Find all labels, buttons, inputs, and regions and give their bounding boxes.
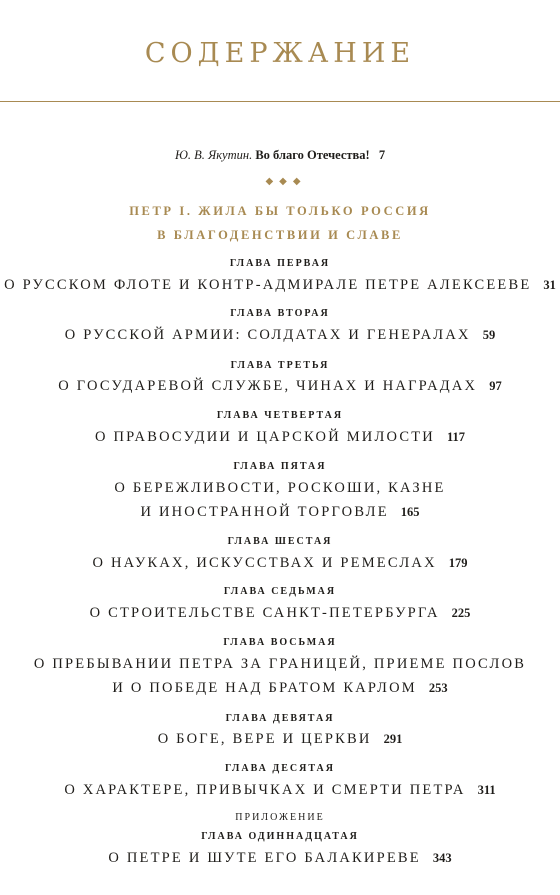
chapter-title: О ХАРАКТЕРЕ, ПРИВЫЧКАХ И СМЕРТИ ПЕТРА — [64, 782, 466, 798]
title-divider — [0, 101, 560, 102]
part-title-line-2: В БЛАГОДЕНСТВИИ И СЛАВЕ — [157, 228, 403, 242]
toc-entry-line-1[interactable] — [0, 480, 560, 497]
toc-entry[interactable] — [0, 731, 560, 748]
page-title: СОДЕРЖАНИЕ — [144, 38, 416, 69]
page-number: 253 — [428, 681, 448, 695]
chapter-label: ГЛАВА ШЕСТАЯ — [227, 536, 333, 547]
chapter-title: О ПРЕБЫВАНИИ ПЕТРА ЗА ГРАНИЦЕЙ, ПРИЕМЕ ПОСЛОВ — [33, 656, 527, 672]
chapter-label: ГЛАВА ДЕВЯТАЯ — [225, 713, 335, 724]
part-title-line-1: ПЕТР I. ЖИЛА БЫ ТОЛЬКО РОССИЯ — [129, 204, 431, 218]
chapter-label: ГЛАВА ТРЕТЬЯ — [230, 360, 330, 371]
chapter-label: ГЛАВА ОДИННАДЦАТАЯ — [201, 831, 359, 842]
toc-entry[interactable] — [0, 605, 560, 622]
page-number: 343 — [432, 851, 452, 865]
chapter-title: И ИНОСТРАННОЙ ТОРГОВЛЕ — [140, 504, 389, 520]
chapter-label: ГЛАВА ВОСЬМАЯ — [223, 637, 337, 648]
page-number: 97 — [489, 379, 502, 393]
page-number: 225 — [451, 606, 471, 620]
page-number: 291 — [383, 732, 403, 746]
chapter-label: ГЛАВА ЧЕТВЕРТАЯ — [216, 410, 344, 421]
toc-entry[interactable] — [0, 782, 560, 799]
toc-entry[interactable] — [0, 555, 560, 572]
toc-entry[interactable] — [0, 277, 560, 294]
page-number: 59 — [482, 328, 496, 342]
chapter-label: ГЛАВА ПЕРВАЯ — [229, 258, 331, 269]
chapter-label: ГЛАВА ВТОРАЯ — [230, 308, 330, 319]
toc-entry[interactable] — [0, 429, 560, 446]
diamond-separator: ◆◆◆ — [265, 176, 307, 187]
chapter-title: О РУССКОМ ФЛОТЕ И КОНТР-АДМИРАЛЕ ПЕТРЕ АЛЕКСЕЕВЕ — [4, 277, 532, 293]
chapter-title: О СТРОИТЕЛЬСТВЕ САНКТ-ПЕТЕРБУРГА — [89, 605, 440, 621]
chapter-label: ГЛАВА ДЕСЯТАЯ — [225, 763, 335, 774]
toc-entry-line-2[interactable] — [0, 680, 560, 697]
chapter-title: О ПРАВОСУДИИ И ЦАРСКОЙ МИЛОСТИ — [94, 429, 435, 445]
toc-entry-line-1[interactable] — [0, 656, 560, 673]
chapter-label: ГЛАВА СЕДЬМАЯ — [223, 586, 337, 597]
epigraph-work-title: Во благо Отечества! — [255, 148, 370, 162]
appendix-label: ПРИЛОЖЕНИЕ — [235, 812, 325, 823]
epigraph-page-number: 7 — [378, 148, 386, 162]
chapter-title: О БЕРЕЖЛИВОСТИ, РОСКОШИ, КАЗНЕ — [114, 480, 446, 496]
toc-entry-line-2[interactable] — [0, 504, 560, 521]
toc-entry[interactable] — [0, 327, 560, 344]
chapter-title: О ПЕТРЕ И ШУТЕ ЕГО БАЛАКИРЕВЕ — [108, 850, 421, 866]
chapter-title: О РУССКОЙ АРМИИ: СОЛДАТАХ И ГЕНЕРАЛАХ — [64, 327, 471, 343]
chapter-title: О НАУКАХ, ИСКУССТВАХ И РЕМЕСЛАХ — [92, 555, 437, 571]
chapter-title: И О ПОБЕДЕ НАД БРАТОМ КАРЛОМ — [112, 680, 417, 696]
epigraph-author: Ю. В. Якутин. — [174, 148, 253, 162]
page-number: 165 — [400, 505, 420, 519]
chapter-title: О БОГЕ, ВЕРЕ И ЦЕРКВИ — [157, 731, 372, 747]
page-number: 31 — [543, 278, 556, 292]
page-number: 117 — [446, 430, 466, 444]
page-number: 311 — [477, 783, 496, 797]
page-number: 179 — [448, 556, 468, 570]
toc-entry[interactable] — [0, 378, 560, 395]
chapter-title: О ГОСУДАРЕВОЙ СЛУЖБЕ, ЧИНАХ И НАГРАДАХ — [58, 378, 478, 394]
toc-entry[interactable] — [0, 850, 560, 867]
chapter-label: ГЛАВА ПЯТАЯ — [233, 461, 327, 472]
epigraph-entry[interactable] — [0, 148, 560, 163]
